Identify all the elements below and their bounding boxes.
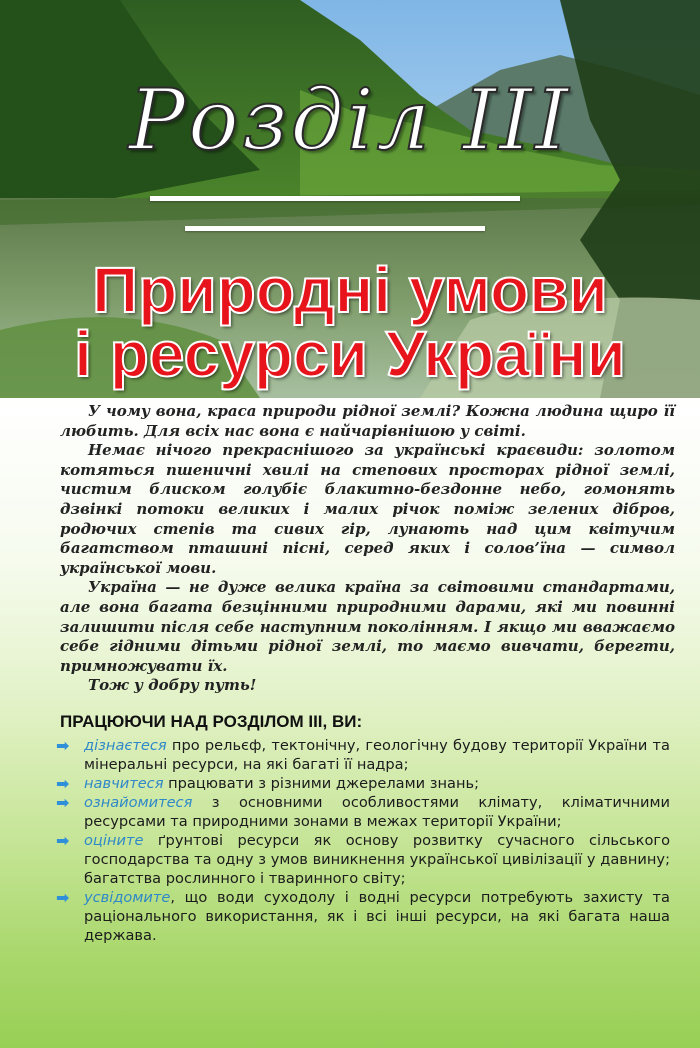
objectives-list: [56, 736, 670, 945]
objectives-heading: ПРАЦЮЮЧИ НАД РОЗДІЛОМ III, ВИ:: [60, 712, 363, 731]
objective-item: [56, 736, 670, 774]
objective-verb: ознайомитеся: [84, 794, 193, 811]
intro-paragraph: Україна — не дуже велика країна за світовими стандартами, але вона багата безцінними природними дарами, які ми повинні залишити після себе наступним поколінням. І якщо ми вважаємо себе гідними дітьми рідної землі, то маємо вивчати, берегти, примножувати їх.: [60, 578, 675, 675]
arrow-right-icon: ➡: [56, 888, 70, 907]
intro-paragraph: Тож у добру путь!: [88, 676, 257, 695]
arrow-right-icon: ➡: [56, 736, 70, 755]
title-rule-bottom: [185, 226, 485, 231]
objective-text: з основними особливостями клімату, кліматичними ресурсами та природними зонами в межах території України;: [84, 794, 670, 830]
arrow-right-icon: ➡: [56, 793, 70, 812]
intro-text: [60, 402, 675, 696]
objective-text: , що води суходолу і водні ресурси потребують захисту та раціонального використання, як і всі інші ресурси, на які багата наша держава.: [84, 889, 670, 944]
objective-item: [56, 774, 670, 793]
chapter-title-line-1: Природні умови: [92, 254, 608, 326]
arrow-right-icon: ➡: [56, 774, 70, 793]
objective-verb: дізнаєтеся: [84, 737, 167, 754]
intro-paragraph: У чому вона, краса природи рідної землі? Кожна людина щиро її любить. Для всіх нас вона є найчарівнішою у світі.: [60, 402, 675, 440]
intro-paragraph: Немає нічого прекраснішого за українські краєвиди: золотом котяться пшеничні хвилі на степових просторах рідної землі, чистим блиском голубіє блакитно-бездонне небо, гомонять дзвінкі потоки великих і малих річок поміж зелених дібров, родючих степів та сивих гір, лунають над цим квітучим багатством пташині пісні, серед яких і солов’їна — символ української мови.: [60, 441, 675, 577]
objective-text: працювати з різними джерелами знань;: [163, 775, 480, 792]
objective-item: [56, 888, 670, 945]
objective-item: [56, 831, 670, 888]
objective-text: про рельєф, тектонічну, геологічну будову території України та мінеральні ресурси, на які багаті її надра;: [84, 737, 670, 773]
chapter-label: Розділ III: [128, 71, 572, 169]
arrow-right-icon: ➡: [56, 831, 70, 850]
chapter-title-line-2: і ресурси України: [74, 318, 626, 390]
objective-text: ґрунтові ресурси як основу розвитку сучасного сільського господарства та одну з умов виникнення української цивілізації у давнину; багатства рослинного і тваринного світу;: [84, 832, 670, 887]
hero-landscape-photo: [0, 0, 700, 398]
objective-verb: оціните: [84, 832, 144, 849]
objective-item: [56, 793, 670, 831]
objective-verb: навчитеся: [84, 775, 164, 792]
title-rule-top: [150, 196, 520, 201]
objective-verb: усвідомите: [84, 889, 171, 906]
